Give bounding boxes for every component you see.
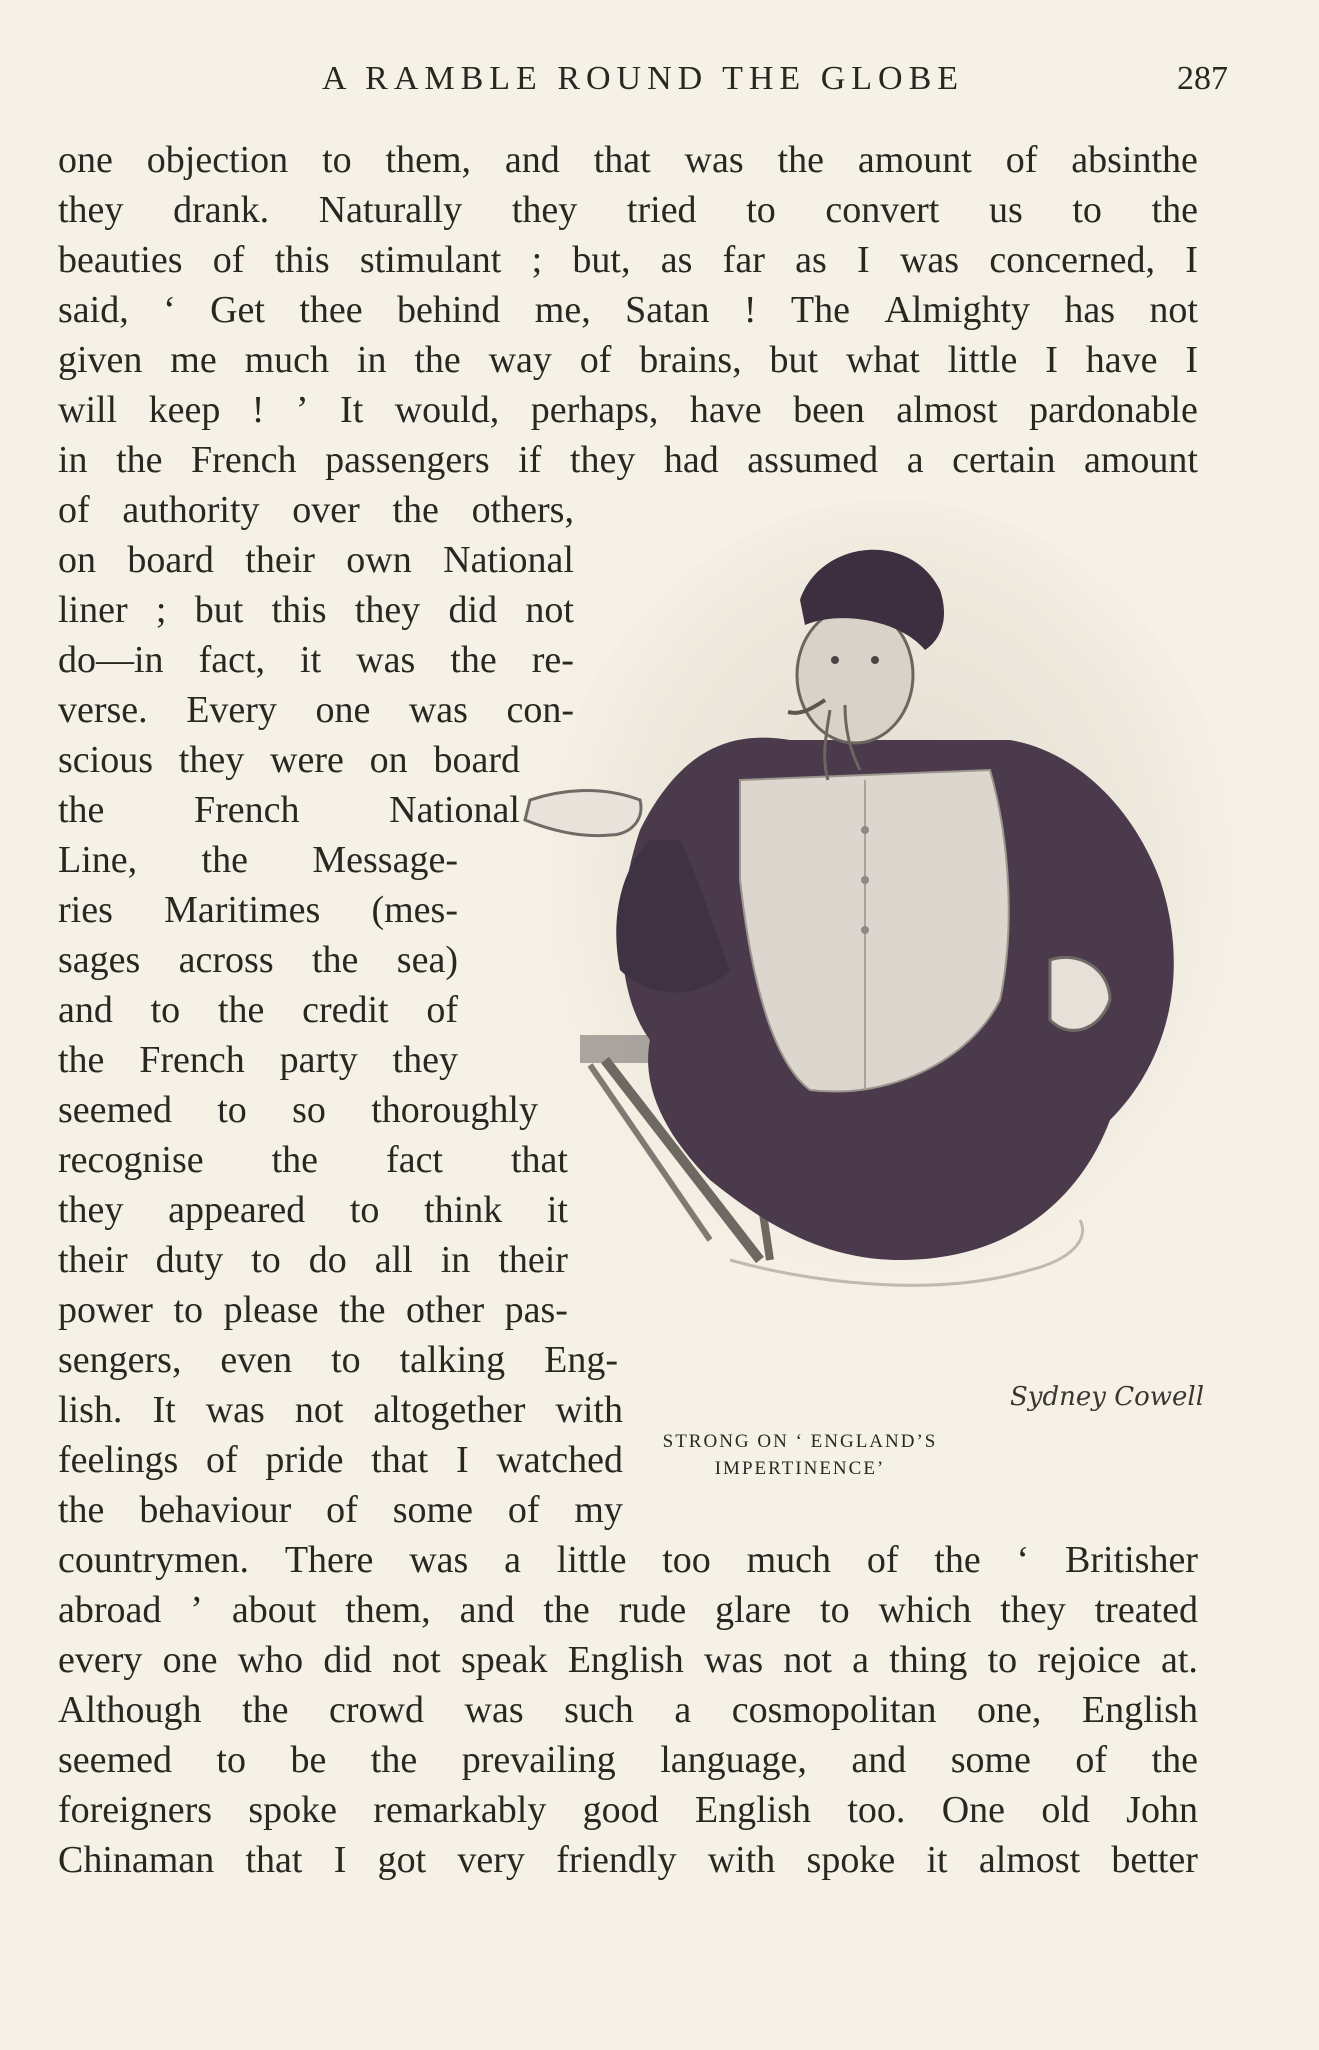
text-line: Line, the Message- — [58, 839, 458, 881]
text-line: recognise the fact that — [58, 1139, 568, 1181]
text-line: in the French passengers if they had assumed a certain amount — [58, 439, 1198, 481]
text-line: verse. Every one was con- — [58, 689, 574, 731]
caption-line-1: STRONG ON ‘ ENGLAND’S — [662, 1431, 938, 1452]
text-line: the French party they — [58, 1039, 458, 1081]
text-line: liner ; but this they did not — [58, 589, 574, 631]
figure-caption — [645, 1428, 955, 1482]
text-line: seemed to so thoroughly — [58, 1089, 538, 1131]
caption-line-2: IMPERTINENCE’ — [714, 1458, 886, 1479]
text-line: sages across the sea) — [58, 939, 458, 981]
text-line: the French National — [58, 789, 520, 831]
text-line: will keep ! ’ It would, perhaps, have been almost pardonable — [58, 389, 1198, 431]
text-line: on board their own National — [58, 539, 574, 581]
text-line: power to please the other pas- — [58, 1289, 568, 1331]
text-line: abroad ’ about them, and the rude glare to which they treated — [58, 1589, 1198, 1631]
text-line: one objection to them, and that was the amount of absinthe — [58, 139, 1198, 181]
page-header — [58, 60, 1228, 110]
text-line: countrymen. There was a little too much of the ‘ Britisher — [58, 1539, 1198, 1581]
text-line: seemed to be the prevailing language, and some of the — [58, 1739, 1198, 1781]
text-line: every one who did not speak English was not a thing to rejoice at. — [58, 1639, 1198, 1681]
text-line: scious they were on board — [58, 739, 520, 781]
text-line: foreigners spoke remarkably good English too. One old John — [58, 1789, 1198, 1831]
illustration-chinese-man-seated — [470, 500, 1270, 1412]
text-line: beauties of this stimulant ; but, as far as I was concerned, I — [58, 239, 1198, 281]
text-line: given me much in the way of brains, but what little I have I — [58, 339, 1198, 381]
text-line: lish. It was not altogether with — [58, 1389, 623, 1431]
text-line: Chinaman that I got very friendly with spoke it almost better — [58, 1839, 1198, 1881]
text-line: feelings of pride that I watched — [58, 1439, 623, 1481]
text-line: of authority over the others, — [58, 489, 574, 531]
text-line: do—in fact, it was the re- — [58, 639, 574, 681]
text-line: their duty to do all in their — [58, 1239, 568, 1281]
text-line: they drank. Naturally they tried to convert us to the — [58, 189, 1198, 231]
page-number: 287 — [1177, 60, 1228, 97]
text-line: sengers, even to talking Eng- — [58, 1339, 618, 1381]
text-line: and to the credit of — [58, 989, 458, 1031]
running-head: A RAMBLE ROUND THE GLOBE — [321, 60, 965, 97]
text-line: ries Maritimes (mes- — [58, 889, 458, 931]
text-line: said, ‘ Get thee behind me, Satan ! The Almighty has not — [58, 289, 1198, 331]
artist-signature: Sydney Cowell — [1010, 1382, 1205, 1412]
text-line: Although the crowd was such a cosmopolitan one, English — [58, 1689, 1198, 1731]
text-line: the behaviour of some of my — [58, 1489, 623, 1531]
text-line: they appeared to think it — [58, 1189, 568, 1231]
